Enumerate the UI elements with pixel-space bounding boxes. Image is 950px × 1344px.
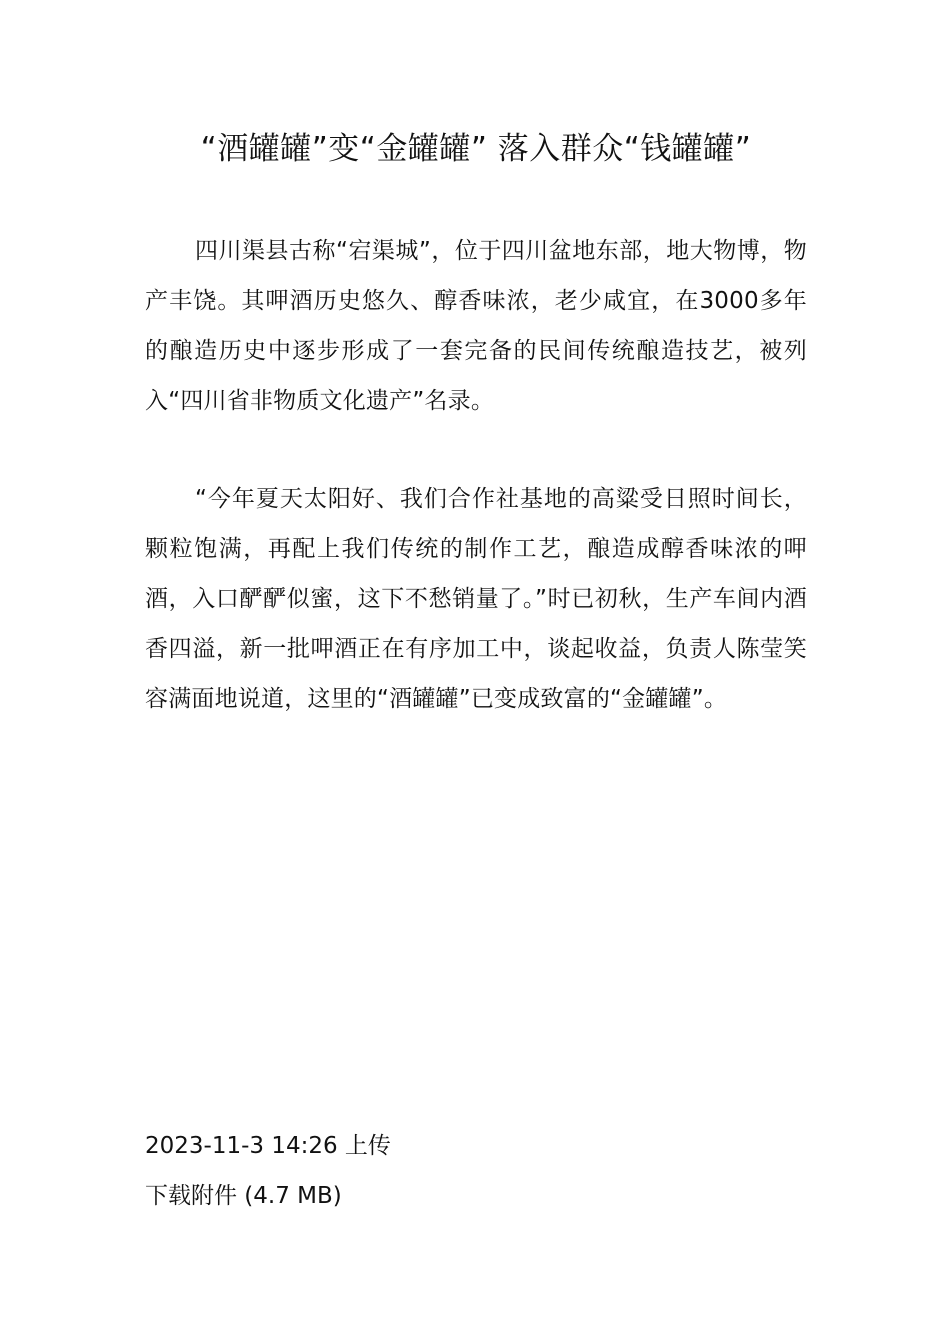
article-paragraph-1: 四川渠县古称“宕渠城”，位于四川盆地东部，地大物博，物产丰饶。其呷酒历史悠久、醇香味浓，老少咸宜，在3000多年的酿造历史中逐步形成了一套完备的民间传统酿造技艺，被列入“四川省非物质文化遗产”名录。 bbox=[145, 238, 807, 414]
article-paragraph-2: “今年夏天太阳好、我们合作社基地的高粱受日照时间长，颗粒饱满，再配上我们传统的制作工艺，酿造成醇香味浓的呷酒，入口酽酽似蜜，这下不愁销量了。”时已初秋，生产车间内酒香四溢，新一批呷酒正在有序加工中，谈起收益，负责人陈莹笑容满面地说道，这里的“酒罐罐”已变成致富的“金罐罐”。 bbox=[145, 486, 807, 712]
article-title: “酒罐罐”变“金罐罐” 落入群众“钱罐罐” bbox=[200, 131, 752, 167]
upload-timestamp: 2023-11-3 14:26 上传 bbox=[145, 1133, 391, 1159]
download-attachment-link[interactable]: 下载附件 (4.7 MB) bbox=[145, 1183, 342, 1209]
